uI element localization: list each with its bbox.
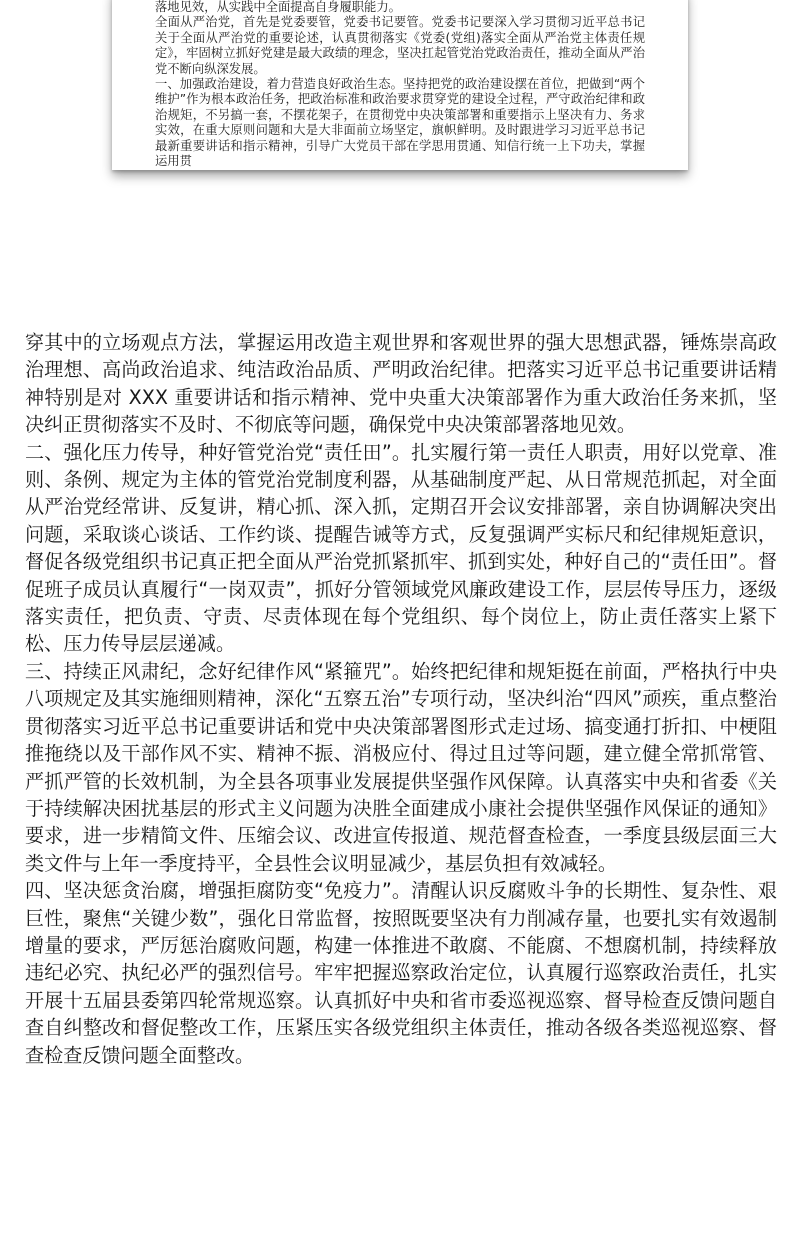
preview-paragraph: 落地见效，从实践中全面提高自身履职能力。 — [155, 0, 401, 14]
body-paragraph: 穿其中的立场观点方法，掌握运用改造主观世界和客观世界的强大思想武器，锤炼崇高政治理想、高尚政治追求、纯洁政治品质、严明政治纪律。把落实习近平总书记重要讲话精神特别是对 XXX 重要讲话和指示精神、党中央重大决策部署作为重大政治任务来抓，坚决纠正贯彻落实不及时、不彻底等问题，确保党中央决策部署落地见效。 — [25, 331, 777, 437]
preview-paragraph: 一、加强政治建设，着力营造良好政治生态。坚持把党的政治建设摆在首位，把做到“两个维护”作为根本政治任务，把政治标准和政治要求贯穿党的建设全过程，严守政治纪律和政治规矩，不另搞一套，不摆花架子，在贯彻党中央决策部署和重要指示上坚决有力、务求实效，在重大原则问题和大是大非面前立场坚定，旗帜鲜明。及时跟进学习习近平总书记最新重要讲话和指示精神，引导广大党员干部在学思用贯通、知信行统一上下功夫，掌握运用贯 — [155, 77, 645, 169]
body-paragraph-section-4: 四、坚决惩贪治腐，增强拒腐防变“免疫力”。清醒认识反腐败斗争的长期性、复杂性、艰巨性，聚焦“关键少数”，强化日常监督，按照既要坚决有力削减存量，也要扎实有效遏制增量的要求，严厉惩治腐败问题，构建一体推进不敢腐、不能腐、不想腐机制，持续释放违纪必究、执纪必严的强烈信号。牢牢把握巡察政治定位，认真履行巡察政治责任，扎实开展十五届县委第四轮常规巡察。认真抓好中央和省市委巡视巡察、督导检查反馈问题自查自纠整改和督促整改工作，压紧压实各级党组织主体责任，推动各级各类巡视巡察、督查检查反馈问题全面整改。 — [25, 879, 777, 1067]
document-preview-card — [112, 0, 688, 170]
preview-card-text — [155, 0, 645, 169]
preview-paragraph: 全面从严治党，首先是党委要管，党委书记要管。党委书记要深入学习贯彻习近平总书记关于全面从严治党的重要论述，认真贯彻落实《党委(党组)落实全面从严治党主体责任规定》，牢固树立抓好党建是最大政绩的理念，坚决扛起管党治党政治责任，推动全面从严治党不断向纵深发展。 — [155, 15, 645, 76]
body-paragraph-section-2: 二、强化压力传导，种好管党治党“责任田”。扎实履行第一责任人职责，用好以党章、准则、条例、规定为主体的管党治党制度利器，从基础制度严起、从日常规范抓起，对全面从严治党经常讲、反复讲，精心抓、深入抓，定期召开会议安排部署，亲自协调解决突出问题，采取谈心谈话、工作约谈、提醒告诫等方式，反复强调严实标尺和纪律规矩意识，督促各级党组织书记真正把全面从严治党抓紧抓牢、抓到实处，种好自己的“责任田”。督促班子成员认真履行“一岗双责”，抓好分管领域党风廉政建设工作，层层传导压力，逐级落实责任，把负责、守责、尽责体现在每个党组织、每个岗位上，防止责任落实上紧下松、压力传导层层递减。 — [25, 440, 777, 656]
document-body — [25, 329, 777, 1069]
body-paragraph-section-3: 三、持续正风肃纪，念好纪律作风“紧箍咒”。始终把纪律和规矩挺在前面，严格执行中央八项规定及其实施细则精神，深化“五察五治”专项行动，坚决纠治“四风”顽疾，重点整治贯彻落实习近平总书记重要讲话和党中央决策部署图形式走过场、搞变通打折扣、中梗阻推拖绕以及干部作风不实、精神不振、消极应付、得过且过等问题，建立健全常抓常管、严抓严管的长效机制，为全县各项事业发展提供坚强作风保障。认真落实中央和省委《关于持续解决困扰基层的形式主义问题为决胜全面建成小康社会提供坚强作风保证的通知》要求，进一步精简文件、压缩会议、改进宣传报道、规范督查检查，一季度县级层面三大类文件与上年一季度持平，全县性会议明显减少，基层负担有效减轻。 — [25, 659, 777, 875]
